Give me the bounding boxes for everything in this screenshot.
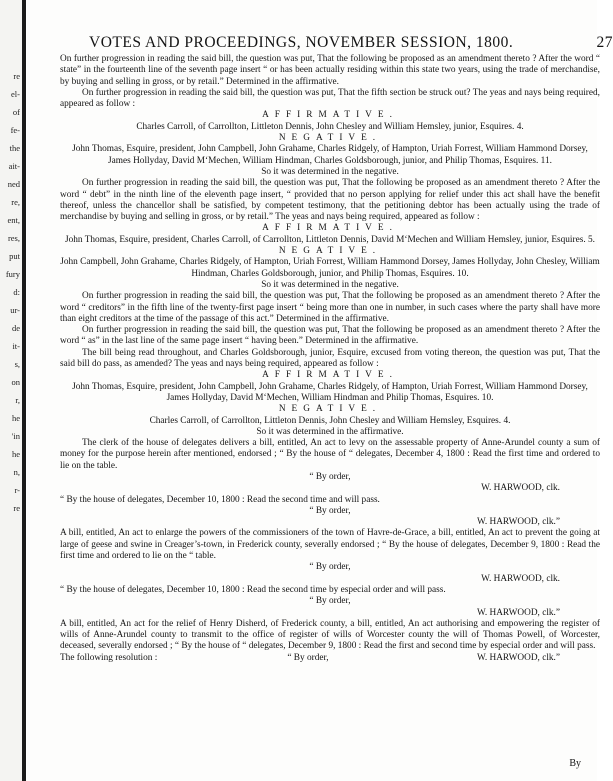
paragraph: On further progression in reading the said bill, the question was put, That the following be proposed as an amendment thereto ? After the word “ state” in the fourteenth line of the seventh page insert “ or has been actually residing within this state two years, using the trade of merchandise, by buying and selling in gross, or by retail.” Determined in the affirmative. xyxy=(60,54,600,87)
margin-fragment: on xyxy=(11,377,20,387)
paragraph: A bill, entitled, An act for the relief of Henry Disherd, of Frederick county, a bill, entitled, An act authorising and empowering the register of wills of Anne-Arundel county to transmit to the office of register of wills of Worcester county the will of Thomas Powell, of Worcester, deceased, severally endorsed ; “ By the house of “ delegates, December 9, 1800 : Read the first and second time by especial order and will pass. xyxy=(60,618,600,652)
margin-fragment: s, xyxy=(14,359,20,369)
margin-fragment: ur- xyxy=(10,305,20,315)
paragraph: Charles Carroll, of Carrollton, Littleton Dennis, John Chesley and William Hemsley, junior, Esquires. 4. xyxy=(136,121,524,132)
paragraph: On further progression in reading the said bill, the question was put, That the following be proposed as an amendment thereto ? After the word “ debt” in the ninth line of the eleventh page insert, “ provided that no person applying for relief under this act shall have the benefit thereof, unless the chancellor shall be satisfied, by competent testimony, that the petitioning debtor has been actually using the trade of merchandise by buying and selling in gross, or by retail.” The yeas and nays being required, appeared as follow : xyxy=(60,178,600,223)
clerk-signature: W. HARWOOD, clk.” xyxy=(476,607,560,618)
vote-heading: NEGATIVE. xyxy=(278,133,382,144)
vote-heading: AFFIRMATIVE. xyxy=(262,223,398,234)
margin-fragment: de xyxy=(11,323,20,333)
paragraph: On further progression in reading the said bill, the question was put, That the following be proposed as an amendment thereto ? After the word “ creditors” in the fifth line of the twenty-first page insert “ being more than one in number, in such cases where the party shall have more than eight creditors at the time of the passage of this act.” Determined in the affirmative. xyxy=(60,291,600,324)
paragraph: So it was determined in the negative. xyxy=(261,279,399,290)
margin-fragment: fe- xyxy=(10,125,20,135)
margin-fragment: ent, xyxy=(7,215,20,225)
order-by-line: “ By order, xyxy=(309,471,351,482)
margin-fragment: of xyxy=(12,107,20,117)
paragraph: The bill being read throughout, and Charles Goldsborough, junior, Esquire, excused from voting thereon, the question was put, That the said bill do pass, as amended? The yeas and nays being required, appeared as follow : xyxy=(60,347,600,370)
margin-fragment: r- xyxy=(14,485,20,495)
page-number: 27 xyxy=(596,34,613,51)
margin-fragment: d: xyxy=(13,287,20,297)
margin-fragment: ait- xyxy=(8,161,20,171)
margin-fragment: put xyxy=(9,251,20,261)
margin-fragment: re xyxy=(13,71,20,81)
order-by-line: “ By order, xyxy=(309,505,351,516)
margin-fragment: n, xyxy=(13,467,20,477)
clerk-signature: W. HARWOOD, clk. xyxy=(481,573,560,584)
paragraph: John Campbell, John Grahame, Charles Ridgely, of Hampton, Uriah Forrest, William Hammond Dorsey, James Hollyday, John Chesley, William Hindman, Charles Goldsborough, junior, and Philip Thomas, Esquires. 10. xyxy=(60,257,600,279)
margin-fragment: re xyxy=(13,503,20,513)
paragraph: On further progression in reading the said bill, the question was put, That the fifth section be struck out? The yeas and nays being required, appeared as follow : xyxy=(60,87,600,110)
margin-fragment: he xyxy=(11,413,20,423)
paragraph: John Thomas, Esquire, president, John Campbell, John Grahame, Charles Ridgely, of Hampton, Uriah Forrest, William Hammond Dorsey, James Hollyday, David M‘Mechen, William Hindman, Charles Goldsborough, junior, and Philip Thomas, Esquires. 11. xyxy=(72,144,588,166)
margin-fragment: fury xyxy=(5,269,20,279)
order-by-line: “ By order, xyxy=(287,652,329,663)
paragraph: The clerk of the house of delegates delivers a bill, entitled, An act to levy on the assessable property of Anne-Arundel county a sum of money for the purpose herein after mentioned, endorsed ; “ By the house of “ delegates, December 4, 1800 : Read the first time and ordered to lie on the table. xyxy=(60,438,600,471)
paragraph: Charles Carroll, of Carrollton, Littleton Dennis, John Chesley and William Hemsley, Esquires. 4. xyxy=(149,415,511,426)
margin-fragment: ned xyxy=(7,179,20,189)
resolution-lead: The following resolution : xyxy=(60,652,158,663)
vote-heading: AFFIRMATIVE. xyxy=(262,370,398,381)
order-endorsement: “ By the house of delegates, December 10, 1800 : Read the second time by especial order and will pass. xyxy=(60,584,446,595)
clerk-signature: W. HARWOOD, clk. xyxy=(481,483,560,494)
clerk-signature: W. HARWOOD, clk.” xyxy=(476,652,560,663)
paragraph: John Thomas, Esquire, president, Charles Carroll, of Carrollton, Littleton Dennis, David M‘Mechen and William Hemsley, junior, Esquires. 5. xyxy=(65,234,595,245)
vote-heading: NEGATIVE. xyxy=(278,246,382,257)
margin-fragment: he xyxy=(11,449,20,459)
document-page xyxy=(27,0,613,781)
header-title: VOTES AND PROCEEDINGS, NOVEMBER SESSION, 1800. xyxy=(89,34,514,51)
paragraph: On further progression in reading the said bill, the question was put, That the following be proposed as an amendment thereto ? After the word “ as” in the last line of the same page insert “ having been.” Determined in the affirmative. xyxy=(60,325,600,347)
final-line xyxy=(60,653,600,664)
left-margin-strip xyxy=(0,0,22,781)
clerk-signature: W. HARWOOD, clk.” xyxy=(476,517,560,528)
order-by-line: “ By order, xyxy=(309,596,351,607)
vote-heading: AFFIRMATIVE. xyxy=(262,110,398,121)
margin-fragment: the xyxy=(9,143,20,153)
page-gutter xyxy=(22,0,26,781)
margin-fragment: re, xyxy=(11,197,20,207)
order-endorsement: “ By the house of delegates, December 10, 1800 : Read the second time and will pass. xyxy=(60,494,380,505)
page-body xyxy=(60,54,600,664)
paragraph: A bill, entitled, An act to enlarge the powers of the commissioners of the town of Havre-de-Grace, a bill, entitled, An act to prevent the going at large of geese and swine in Creager’s-town, in Frederick county, severally endorsed ; “ By the house of delegates, December 9, 1800 : Read the first time and ordered to lie on the “ table. xyxy=(60,528,600,562)
running-header xyxy=(89,34,613,54)
catchword: By xyxy=(569,758,581,769)
margin-fragment: res, xyxy=(7,233,20,243)
margin-fragment: 'in xyxy=(11,431,20,441)
margin-fragment: it- xyxy=(12,341,20,351)
paragraph: So it was determined in the affirmative. xyxy=(256,426,404,437)
order-by-line: “ By order, xyxy=(309,562,351,573)
vote-heading: NEGATIVE. xyxy=(278,404,382,415)
margin-fragment: el- xyxy=(11,89,20,99)
paragraph: John Thomas, Esquire, president, John Campbell, John Grahame, Charles Ridgely, of Hampton, Uriah Forrest, William Hammond Dorsey, James Hollyday, David M‘Mechen, William Hindman and Philip Thomas, Esquires. 10. xyxy=(72,381,588,403)
margin-fragment: r, xyxy=(15,395,20,405)
paragraph: So it was determined in the negative. xyxy=(261,166,399,177)
